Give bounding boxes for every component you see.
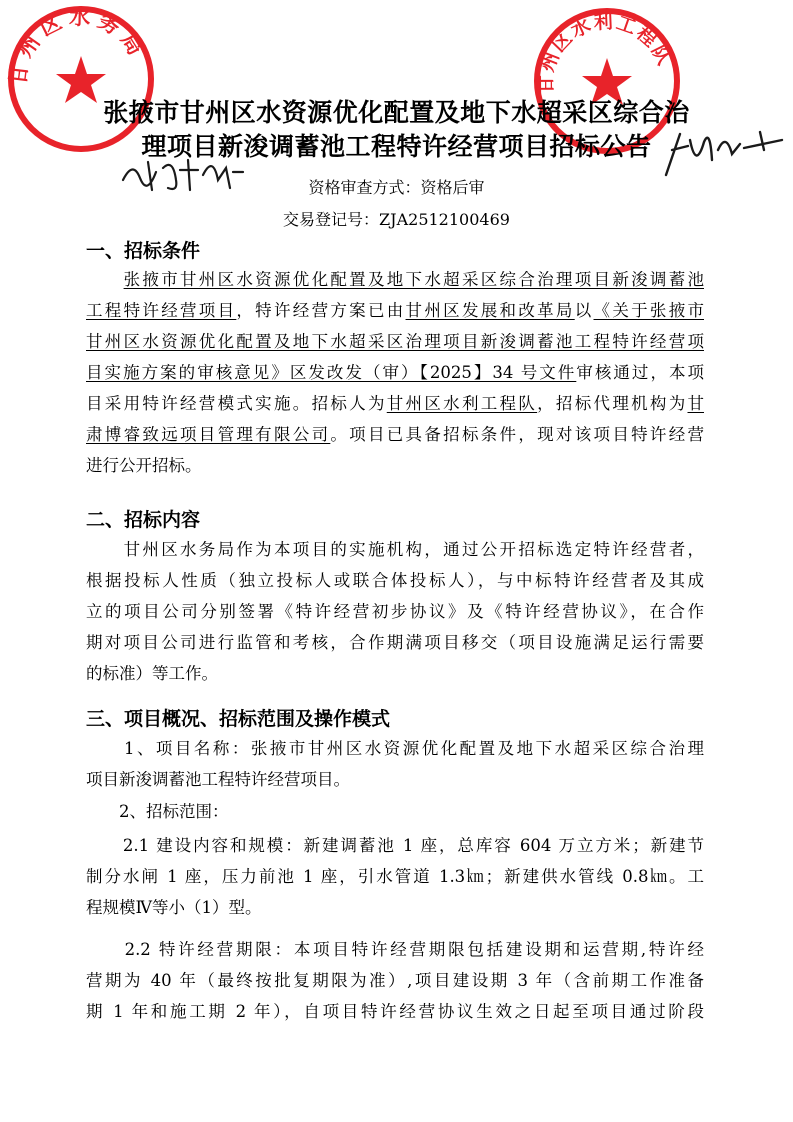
section-2-body bbox=[86, 534, 704, 689]
paragraph-line: 目采用特许经营模式实施。招标人为甘州区水利工程队，招标代理机构为甘 bbox=[86, 394, 704, 413]
paragraph-line: 的标准）等工作。 bbox=[86, 664, 218, 683]
paragraph-line: 程规模Ⅳ等小（1）型。 bbox=[86, 898, 262, 917]
title-line-1: 张掖市甘州区水资源优化配置及地下水超采区综合治 bbox=[103, 98, 690, 127]
paragraph-line: 进行公开招标。 bbox=[86, 456, 202, 475]
section-1-body bbox=[86, 264, 704, 481]
review-method: 资格审查方式：资格后审 bbox=[308, 178, 485, 197]
paragraph-line: 2、招标范围： bbox=[86, 802, 229, 821]
paragraph-line: 营期为 40 年（最终按批复期限为准）,项目建设期 3 年（含前期工作准备 bbox=[86, 971, 704, 990]
paragraph-line: 工程特许经营项目，特许经营方案已由甘州区发展和改革局以《关于张掖市 bbox=[86, 301, 704, 320]
seal-right-text: 甘州区水利工程队 bbox=[534, 10, 677, 95]
title-line-2: 理项目新浚调蓄池工程特许经营项目招标公告 bbox=[141, 132, 652, 161]
seal-left-text: 甘州区水务局 bbox=[6, 4, 151, 87]
paragraph-line: 制分水闸 1 座，压力前池 1 座，引水管道 1.3㎞；新建供水管线 0.8㎞。工 bbox=[86, 867, 704, 886]
paragraph-line: 甘州区水务局作为本项目的实施机构，通过公开招标选定特许经营者， bbox=[86, 540, 704, 559]
section-3-heading: 三、项目概况、招标范围及操作模式 bbox=[86, 708, 391, 730]
registration-number: 交易登记号：ZJA2512100469 bbox=[283, 210, 510, 229]
section-2-heading: 二、招标内容 bbox=[86, 509, 201, 531]
section-3-item-2 bbox=[86, 796, 704, 827]
paragraph-line: 项目新浚调蓄池工程特许经营项目。 bbox=[86, 770, 350, 789]
paragraph-line: 张掖市甘州区水资源优化配置及地下水超采区综合治理项目新浚调蓄池 bbox=[123, 270, 704, 289]
paragraph-line: 1、项目名称：张掖市甘州区水资源优化配置及地下水超采区综合治理 bbox=[86, 739, 704, 758]
paragraph-line: 甘州区水资源优化配置及地下水超采区治理项目新浚调蓄池工程特许经营项 bbox=[86, 332, 704, 351]
paragraph-line: 目实施方案的审核意见》区发改发（审）【2025】34 号文件审核通过，本项 bbox=[86, 363, 705, 382]
section-3-item-2-1 bbox=[86, 830, 704, 923]
document-title bbox=[0, 96, 793, 164]
paragraph-line: 立的项目公司分别签署《特许经营初步协议》及《特许经营协议》，在合作 bbox=[86, 602, 704, 621]
section-1-heading: 一、招标条件 bbox=[86, 240, 201, 262]
section-3-item-2-2 bbox=[86, 934, 704, 1027]
section-3-item-1 bbox=[86, 733, 704, 795]
paragraph-line: 期 1 年和施工期 2 年），自项目特许经营协议生效之日起至项目通过阶段 bbox=[86, 1002, 704, 1021]
paragraph-line: 肃博睿致远项目管理有限公司。项目已具备招标条件，现对该项目特许经营 bbox=[86, 425, 704, 444]
paragraph-line: 2.1 建设内容和规模：新建调蓄池 1 座，总库容 604 万立方米；新建节 bbox=[86, 836, 704, 855]
paragraph-line: 期对项目公司进行监管和考核，合作期满项目移交（项目设施满足运行需要 bbox=[86, 633, 704, 652]
paragraph-line: 根据投标人性质（独立投标人或联合体投标人），与中标特许经营者及其成 bbox=[86, 571, 704, 590]
paragraph-line: 2.2 特许经营期限：本项目特许经营期限包括建设期和运营期,特许经 bbox=[86, 940, 704, 959]
